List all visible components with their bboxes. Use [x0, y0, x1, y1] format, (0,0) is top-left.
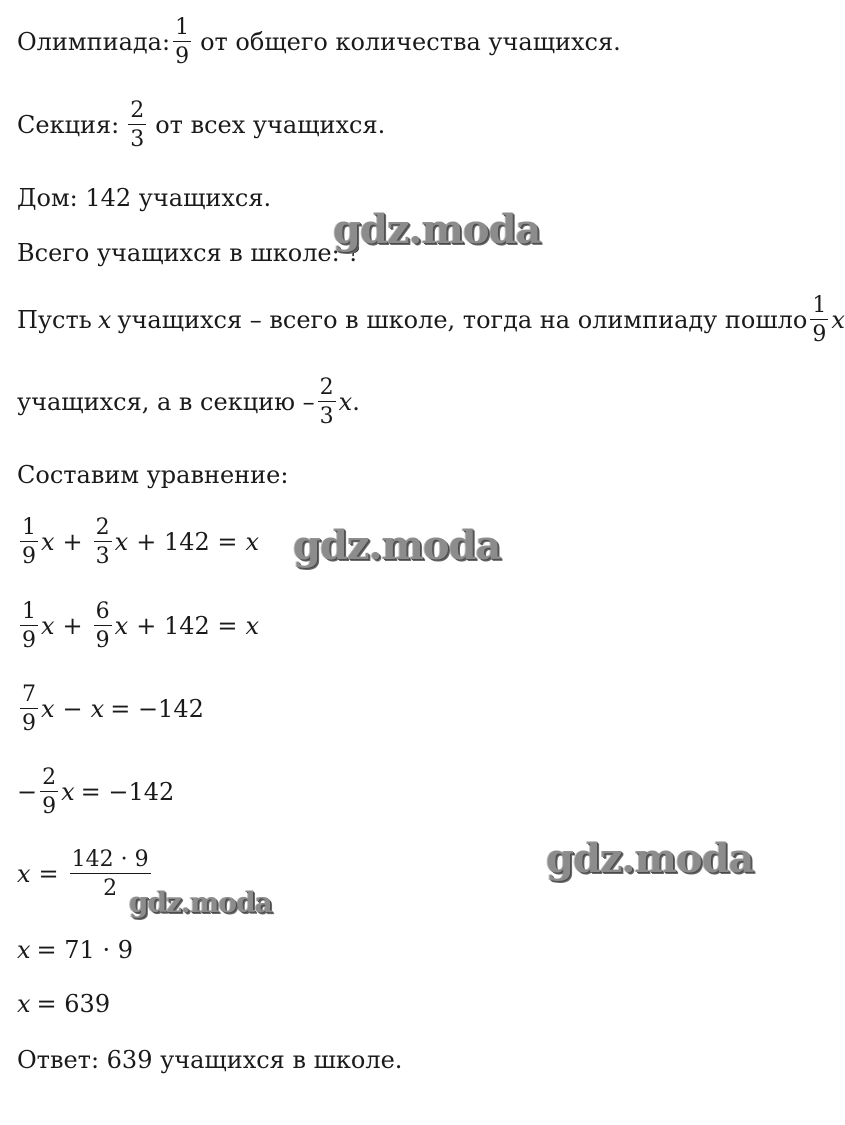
- variable-x: x: [338, 388, 353, 417]
- watermark: gdz.moda: [293, 522, 501, 569]
- numerator: 6: [95, 599, 110, 624]
- period: .: [352, 388, 360, 417]
- numerator: 1: [22, 515, 36, 540]
- numerator: 1: [812, 293, 827, 318]
- variable-x: x: [17, 860, 31, 889]
- denominator: 2: [70, 873, 151, 900]
- olympiad-line: [17, 16, 621, 68]
- compose-text: Составим уравнение:: [17, 461, 289, 489]
- section-line: [17, 99, 385, 151]
- fraction: [20, 600, 38, 652]
- denominator: 9: [20, 708, 38, 735]
- equation-6: [17, 938, 133, 962]
- olympiad-label: Олимпиада:: [17, 28, 171, 57]
- denominator: 3: [318, 401, 336, 428]
- equation-rest: = −142: [80, 778, 175, 807]
- home-text: Дом: 142 учащихся.: [17, 184, 272, 212]
- variable-x: x: [114, 528, 129, 557]
- watermark: gdz.moda: [129, 886, 272, 919]
- operator: + 142 =: [136, 612, 238, 641]
- fraction: [20, 516, 38, 568]
- denominator: 9: [173, 41, 191, 68]
- operator: =: [38, 860, 59, 889]
- fraction: [40, 766, 58, 818]
- operator: + 142 =: [136, 528, 238, 557]
- let2-text: учащихся, а в секцию –: [17, 388, 315, 417]
- total-text: Всего учащихся в школе: ?: [17, 239, 361, 267]
- equation-rest: = 71 · 9: [36, 936, 133, 964]
- variable-x: x: [41, 695, 55, 724]
- denominator: 3: [94, 541, 112, 568]
- numerator: 2: [319, 375, 334, 400]
- watermark: gdz.moda: [333, 206, 541, 253]
- fraction-two-thirds: [318, 376, 336, 428]
- operator: −: [17, 778, 38, 807]
- fraction-two-thirds: [128, 99, 146, 151]
- denominator: 9: [40, 791, 58, 818]
- watermark: gdz.moda: [546, 835, 754, 882]
- olympiad-text: от общего количества учащихся.: [200, 28, 621, 57]
- operator: +: [62, 528, 83, 557]
- section-label: Секция:: [17, 111, 120, 140]
- numerator: 2: [130, 98, 145, 123]
- compose-line: [17, 463, 288, 487]
- variable-x: x: [97, 306, 112, 335]
- variable-x: x: [114, 612, 129, 641]
- operator: −: [62, 695, 83, 724]
- equation-rest: = −142: [110, 695, 204, 724]
- let-text-b: учащихся – всего в школе, тогда на олимпиаду пошло: [117, 306, 808, 335]
- let-line-2: [17, 376, 360, 428]
- variable-x: x: [831, 306, 845, 335]
- equation-1: [17, 516, 259, 568]
- variable-x: x: [90, 695, 105, 724]
- fraction: [94, 600, 112, 652]
- denominator: 9: [20, 541, 38, 568]
- numerator: 2: [95, 515, 110, 540]
- numerator: 7: [22, 682, 36, 707]
- numerator: 2: [42, 765, 57, 790]
- let-text-a: Пусть: [17, 306, 92, 335]
- denominator: 9: [94, 625, 112, 652]
- equation-rest: = 639: [36, 990, 111, 1018]
- fraction-one-ninth: [810, 294, 828, 346]
- numerator: 1: [175, 15, 190, 40]
- variable-x: x: [61, 778, 75, 807]
- fraction-one-ninth: [173, 16, 191, 68]
- equation-4: [17, 766, 174, 818]
- variable-x: x: [41, 528, 55, 557]
- total-line: [17, 241, 360, 265]
- variable-x: x: [245, 612, 260, 641]
- equation-3: [17, 683, 204, 735]
- denominator: 9: [810, 319, 828, 346]
- fraction: [20, 683, 38, 735]
- equation-2: [17, 600, 259, 652]
- answer-text: Ответ: 639 учащихся в школе.: [17, 1046, 403, 1074]
- variable-x: x: [245, 528, 260, 557]
- numerator: 142 · 9: [71, 847, 149, 872]
- equation-7: [17, 992, 110, 1016]
- variable-x: x: [17, 990, 31, 1018]
- variable-x: x: [41, 612, 55, 641]
- variable-x: x: [17, 936, 31, 964]
- fraction: [94, 516, 112, 568]
- let-line-1: [17, 294, 845, 346]
- denominator: 3: [128, 124, 146, 151]
- answer-line: [17, 1048, 402, 1072]
- denominator: 9: [20, 625, 38, 652]
- home-line: [17, 186, 271, 210]
- operator: +: [62, 612, 83, 641]
- numerator: 1: [22, 599, 36, 624]
- section-text: от всех учащихся.: [155, 111, 386, 140]
